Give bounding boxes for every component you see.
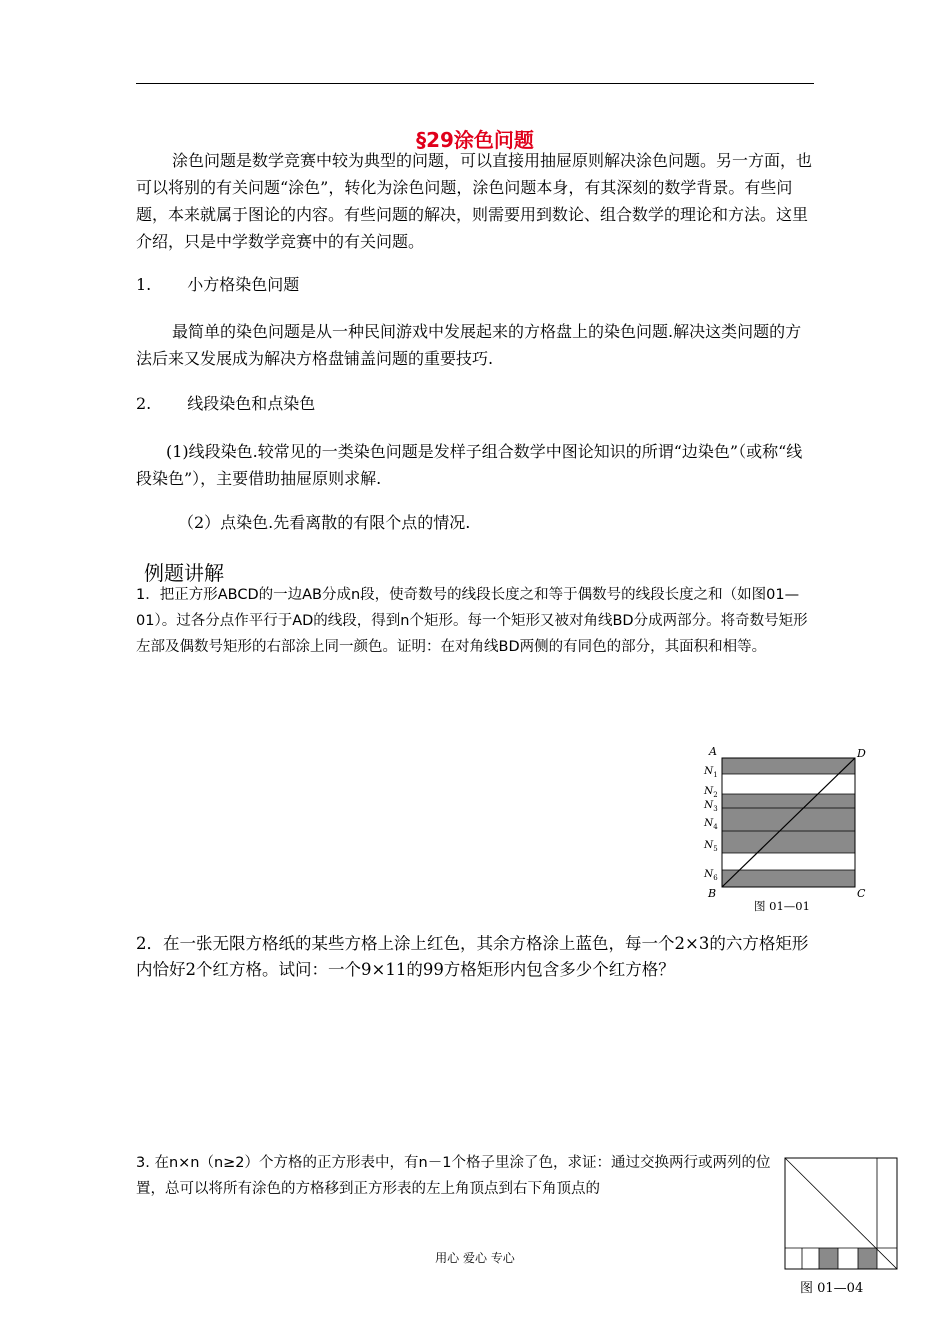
section-2-title: 线段染色和点染色	[187, 394, 316, 413]
section-2-item-1: (1)线段染色.较常见的一类染色问题是发样子组合数学中图论知识的所谓“边染色”（或称“线段染色”），主要借助抽屉原则求解.	[136, 442, 803, 488]
label-b: B	[708, 887, 717, 900]
page-footer: 用心 爱心 专心	[435, 1251, 515, 1265]
section-1-title: 小方格染色问题	[187, 275, 300, 294]
label-n1: $N_1$	[704, 765, 718, 779]
section-2-number: 2.	[136, 394, 152, 413]
figure-01-04-caption: 图 01—04	[800, 1281, 864, 1296]
fig1-shaded-strip-1	[722, 758, 855, 774]
figure-01-01	[700, 740, 875, 920]
label-d: D	[857, 747, 866, 760]
section-1-number: 1.	[136, 275, 152, 294]
section-1-heading	[136, 271, 816, 298]
figure-01-01-caption: 图 01—01	[754, 899, 810, 913]
label-a: A	[709, 745, 717, 758]
fig1-shaded-strip-5	[722, 870, 855, 887]
fig1-shaded-strip-4	[722, 831, 855, 853]
section-2-heading	[136, 390, 816, 417]
label-n3: $N_3$	[704, 799, 718, 813]
problem-2-text: 2．在一张无限方格纸的某些方格上涂上红色，其余方格涂上蓝色，每一个2×3的六方格矩形内恰好2个红方格。试问：一个9×11的99方格矩形内包含多少个红方格？	[136, 934, 809, 979]
intro-paragraph: 涂色问题是数学竞赛中较为典型的问题，可以直接用抽屉原则解决涂色问题。另一方面，也可以将别的有关问题“涂色”，转化为涂色问题，涂色问题本身，有其深刻的数学背景。有些问题，本来就属于图论的内容。有些问题的解决，则需要用到数论、组合数学的理论和方法。这里介绍，只是中学数学竞赛中的有关问题。	[136, 151, 813, 251]
label-n6: $N_6$	[704, 868, 718, 882]
page-title: §29涂色问题	[416, 128, 534, 152]
fig1-shaded-strip-3	[722, 808, 855, 831]
label-c: C	[857, 887, 866, 900]
problem-1-text: 1．把正方形ABCD的一边AB分成n段，使奇数号的线段长度之和等于偶数号的线段长度之和（如图01—01）。过各分点作平行于AD的线段，得到n个矩形。每一个矩形又被对角线BD分成两部分。将奇数号矩形左部及偶数号矩形的右部涂上同一颜色。证明：在对角线BD两侧的有同色的部分，其面积和相等。	[136, 587, 808, 655]
label-n2: $N_2$	[704, 785, 718, 799]
fig1-shaded-strip-2	[722, 794, 855, 808]
label-n5: $N_5$	[704, 839, 718, 853]
label-n4: $N_4$	[704, 817, 718, 831]
examples-heading: 例题讲解	[144, 561, 224, 585]
problem-3-text: 3. 在n×n（n≥2）个方格的正方形表中，有n－1个格子里涂了色，求证：通过交换两行或两列的位置，总可以将所有涂色的方格移到正方形表的左上角顶点到右下角顶点的	[136, 1155, 771, 1197]
header-rule	[136, 83, 814, 84]
figure-01-04	[782, 1155, 902, 1300]
section-2-item-2: （2）点染色.先看离散的有限个点的情况.	[178, 513, 471, 532]
section-1-text: 最简单的染色问题是从一种民间游戏中发展起来的方格盘上的染色问题.解决这类问题的方法后来又发展成为解决方格盘铺盖问题的重要技巧.	[136, 322, 802, 368]
